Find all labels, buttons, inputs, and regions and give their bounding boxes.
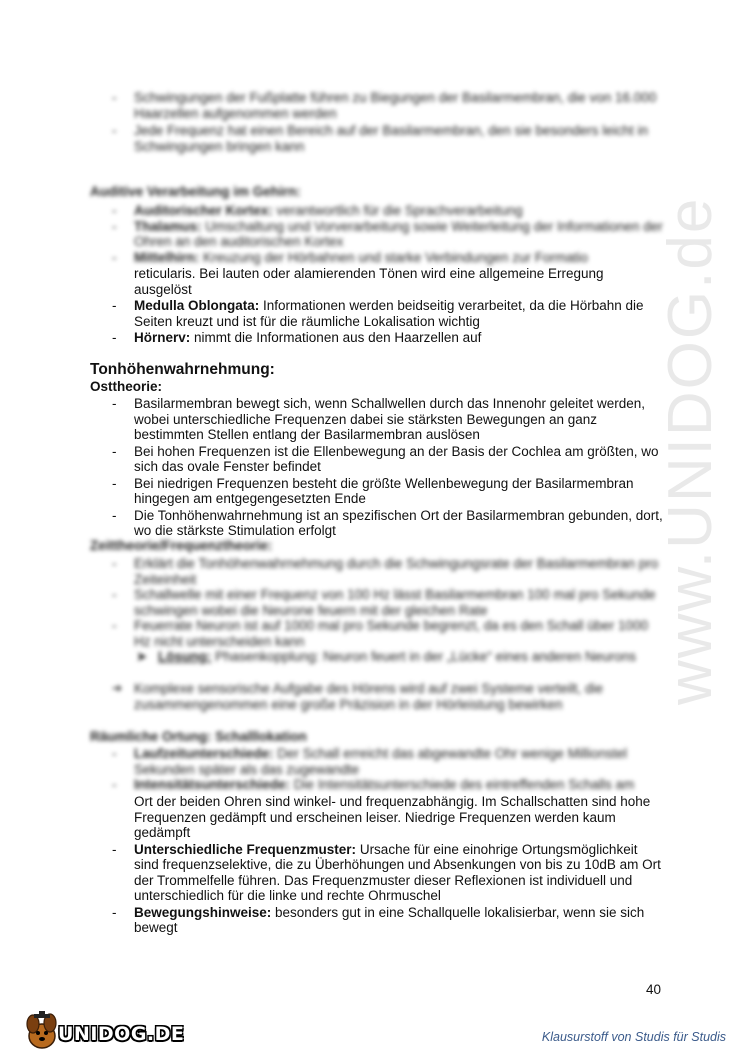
zeittheorie-section (0, 538, 750, 665)
list-item: - Auditorischer Kortex: verantwortlich für die Sprachverarbeitung (112, 203, 523, 218)
section-heading: Räumliche Ortung: Schalllokation (90, 729, 307, 744)
section-heading: Tonhöhenwahrnehmung: (90, 361, 275, 378)
page-number: 40 (646, 982, 662, 997)
top-list (0, 90, 750, 154)
list-item: - Erklärt die Tonhöhenwahrnehmung durch die Schwingungsrate der Basilarmembran pro Zeiteinheit (112, 556, 659, 587)
list-item: - Bei niedrigen Frequenzen besteht die größte Wellenbewegung der Basilarmembran hingegen am entgegengesetzten Ende (112, 475, 634, 506)
raeumlich-section (0, 729, 750, 793)
auditiv-section-clear (0, 266, 750, 346)
note-text: ➔ Komplexe sensorische Aufgabe des Hörens wird auf zwei Systeme verteilt, die zusammengenommen eine große Präzision in der Hörleistung bewirken (112, 681, 603, 712)
auditiv-section (0, 184, 750, 265)
list-item: - Mittelhirn: Kreuzung der Hörbahnen und starke Verbindungen zur Formatio (112, 249, 588, 265)
list-item-continuation: reticularis. Bei lauten oder alamierenden Tönen wird eine allgemeine Erregung ausgelöst (134, 266, 604, 297)
list-item: - Schallwelle mit einer Frequenz von 100 Hz lässt Basilarmembran 100 mal pro Sekunde schwingen wobei die Neurone feuern mit der gleichen Rate (112, 587, 656, 618)
list-item: - Jede Frequenz hat einen Bereich auf der Basilarmembran, den sie besonders leicht in Schwingungen bringen kann (112, 123, 649, 154)
unidog-logo (22, 1010, 185, 1052)
list-item: - Intensitätsunterschiede: Die Intensitätsunterschiede des eintreffenden Schalls am (112, 777, 635, 792)
list-item: - Bewegungshinweise: besonders gut in eine Schallquelle lokalisierbar, wenn sie sich bewegt (112, 904, 645, 935)
list-item: - Thalamus: Umschaltung und Vorverarbeitung sowie Weiterleitung der Informationen der Ohren an den auditorischen Kortex (112, 218, 663, 249)
list-item: - Bei hohen Frequenzen ist die Ellenbewegung an der Basis der Cochlea am größten, wo sich das ovale Fenster befindet (112, 443, 659, 474)
list-item: - Schwingungen der Fußplatte führen zu Biegungen der Basilarmembran, die von 16.000 Haarzellen aufgenommen werden (112, 90, 657, 121)
list-item: - Medulla Oblongata: Informationen werden beidseitig verarbeitet, da die Hörbahn die Seiten kreuzt und ist für die räumliche Lokalisation wichtig (112, 298, 644, 329)
subsection-heading: Osttheorie: (90, 379, 163, 394)
list-item: - Unterschiedliche Frequenzmuster: Ursache für eine einohrige Ortungsmöglichkeit sind frequenzselektive, die zu Überhöhungen und Absenkungen von bis zu 10dB am Ort der Trommelfelle führen. Das Frequenzmuster dieser Reflexionen ist individuell und unterschiedlich für die linke und rechte Ohrmuschel (112, 841, 661, 903)
list-item: - Hörnerv: nimmt die Informationen aus den Haarzellen auf (112, 330, 482, 345)
list-item: - Laufzeitunterschiede: Der Schall erreicht das abgewandte Ohr wenige Millionstel Sekunden später als das zugewandte (112, 746, 627, 777)
list-item: - Die Tonhöhenwahrnehmung ist an spezifischen Ort der Basilarmembran gebunden, dort, wo die stärkste Stimulation erfolgt (112, 507, 663, 538)
section-heading: Auditive Verarbeitung im Gehirn: (90, 184, 301, 199)
dog-mascot-icon (22, 1010, 62, 1052)
subsection-heading: Zeittheorie/Frequenztheorie: (90, 538, 273, 553)
watermark: www.UNIDOG.de (656, 196, 725, 705)
list-item: - Feuerrate Neuron ist auf 1000 mal pro Sekunde begrenzt, da es den Schall über 1000 Hz nicht unterscheiden kann (112, 618, 649, 649)
raeumlich-section-clear (0, 794, 750, 936)
tonhoehe-section (0, 361, 750, 538)
logo-text: UNIDOG.DE (58, 1023, 185, 1045)
list-item-solution: ➤ Lösung: Phasenkopplung: Neuron feuert in der „Lücke“ eines anderen Neurons (136, 649, 637, 664)
list-item: - Basilarmembran bewegt sich, wenn Schallwellen durch das Innenohr geleitet werden, wobei unterschiedliche Frequenzen dabei sie stärksten Bewegungen an ganz bestimmten Stellen entlang der Basilarmembran auslösen (112, 396, 646, 442)
summary-note (0, 681, 750, 712)
footer-tagline: Klausurstoff von Studis für Studis (541, 1030, 726, 1044)
list-item-continuation: Ort der beiden Ohren sind winkel- und frequenzabhängig. Im Schallschatten sind hohe Frequenzen gedämpft und erscheinen leiser. Niedrige Frequenzen werden kaum gedämpft (134, 794, 651, 840)
